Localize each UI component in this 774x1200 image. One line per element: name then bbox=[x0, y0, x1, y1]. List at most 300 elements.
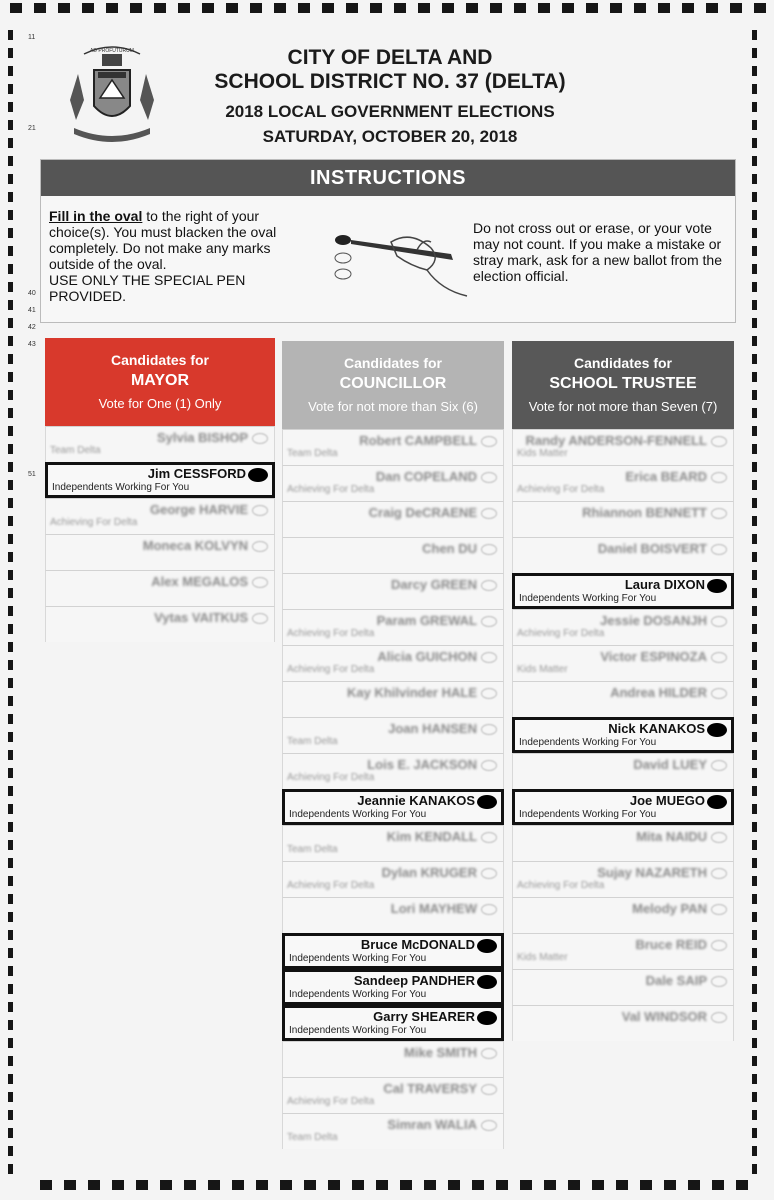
candidate-party: Independents Working For You bbox=[519, 737, 657, 748]
timing-mark bbox=[8, 984, 13, 994]
empty-oval-icon[interactable] bbox=[711, 832, 727, 843]
empty-oval-icon[interactable] bbox=[252, 541, 268, 552]
candidate-row[interactable] bbox=[45, 570, 275, 606]
timing-mark bbox=[706, 3, 718, 13]
empty-oval-icon[interactable] bbox=[711, 976, 727, 987]
timing-mark bbox=[8, 876, 13, 886]
timing-mark bbox=[160, 1180, 172, 1190]
timing-mark bbox=[178, 3, 190, 13]
candidate-name: Val WINDSOR bbox=[621, 1009, 707, 1024]
candidate-party: Independents Working For You bbox=[519, 809, 657, 820]
timing-mark bbox=[8, 786, 13, 796]
timing-mark bbox=[752, 1128, 757, 1138]
timing-mark bbox=[8, 66, 13, 76]
timing-mark bbox=[8, 966, 13, 976]
timing-mark bbox=[8, 1092, 13, 1102]
timing-mark bbox=[280, 1180, 292, 1190]
timing-mark bbox=[752, 300, 757, 310]
candidate-party: Independents Working For You bbox=[289, 989, 427, 1000]
timing-mark bbox=[752, 408, 757, 418]
timing-mark bbox=[664, 1180, 676, 1190]
empty-oval-icon[interactable] bbox=[481, 1048, 497, 1059]
candidate-party: Independents Working For You bbox=[289, 1025, 427, 1036]
timing-mark bbox=[8, 1056, 13, 1066]
instructions-special-pen: USE ONLY THE SPECIAL PEN PROVIDED. bbox=[49, 272, 246, 304]
timing-mark bbox=[752, 1002, 757, 1012]
candidate-name: Melody PAN bbox=[632, 901, 707, 916]
timing-mark bbox=[752, 876, 757, 886]
margin-number: 51 bbox=[28, 471, 36, 478]
timing-mark bbox=[8, 30, 13, 40]
timing-mark bbox=[424, 1180, 436, 1190]
timing-mark bbox=[634, 3, 646, 13]
timing-mark bbox=[8, 534, 13, 544]
timing-mark bbox=[8, 804, 13, 814]
candidate-row[interactable] bbox=[282, 681, 504, 717]
timing-mark bbox=[688, 1180, 700, 1190]
empty-oval-icon[interactable] bbox=[481, 616, 497, 627]
empty-oval-icon[interactable] bbox=[481, 1084, 497, 1095]
column-header-rule: Vote for One (1) Only bbox=[98, 396, 222, 411]
timing-marks-right bbox=[750, 0, 762, 1200]
pen-illustration-icon bbox=[331, 220, 471, 300]
timing-mark bbox=[8, 822, 13, 832]
empty-oval-icon[interactable] bbox=[252, 505, 268, 516]
candidate-party: Achieving For Delta bbox=[287, 628, 375, 639]
candidate-row[interactable] bbox=[282, 897, 504, 933]
candidate-row[interactable] bbox=[282, 969, 504, 1005]
candidate-row[interactable] bbox=[282, 753, 504, 789]
timing-mark bbox=[752, 660, 757, 670]
candidate-row[interactable] bbox=[282, 1005, 504, 1041]
empty-oval-icon[interactable] bbox=[711, 508, 727, 519]
candidate-row[interactable] bbox=[282, 861, 504, 897]
candidate-name: Dale SAIP bbox=[645, 973, 707, 988]
candidate-name: Jim CESSFORD bbox=[147, 466, 246, 481]
empty-oval-icon[interactable] bbox=[481, 544, 497, 555]
timing-mark bbox=[8, 714, 13, 724]
candidate-row[interactable] bbox=[512, 465, 734, 501]
timing-mark bbox=[376, 1180, 388, 1190]
candidate-name: George HARVIE bbox=[149, 502, 248, 517]
candidate-row[interactable] bbox=[282, 537, 504, 573]
timing-mark bbox=[752, 1038, 757, 1048]
margin-number: 11 bbox=[28, 34, 36, 41]
candidate-party: Kids Matter bbox=[517, 448, 568, 459]
candidate-name: Vytas VAITKUS bbox=[154, 610, 248, 625]
column-header-rule: Vote for not more than Six (6) bbox=[308, 399, 478, 414]
column-header-rule: Vote for not more than Seven (7) bbox=[528, 399, 718, 414]
candidate-name: Sandeep PANDHER bbox=[353, 973, 475, 988]
timing-mark bbox=[304, 1180, 316, 1190]
candidate-row[interactable] bbox=[512, 429, 734, 465]
timing-mark bbox=[752, 858, 757, 868]
timing-mark bbox=[8, 462, 13, 472]
timing-mark bbox=[8, 318, 13, 328]
candidate-row[interactable] bbox=[512, 969, 734, 1005]
timing-mark bbox=[520, 1180, 532, 1190]
candidate-row[interactable] bbox=[512, 861, 734, 897]
candidate-row[interactable] bbox=[282, 825, 504, 861]
candidate-party: Team Delta bbox=[287, 448, 338, 459]
empty-oval-icon[interactable] bbox=[481, 904, 497, 915]
timing-mark bbox=[752, 624, 757, 634]
candidate-party: Team Delta bbox=[287, 844, 338, 855]
margin-number: 41 bbox=[28, 307, 36, 314]
timing-marks-left bbox=[6, 0, 18, 1200]
timing-mark bbox=[538, 3, 550, 13]
candidate-row[interactable] bbox=[282, 1113, 504, 1149]
timing-mark bbox=[592, 1180, 604, 1190]
timing-mark bbox=[8, 480, 13, 490]
timing-mark bbox=[752, 786, 757, 796]
candidate-party: Achieving For Delta bbox=[287, 772, 375, 783]
timing-mark bbox=[752, 750, 757, 760]
timing-mark bbox=[640, 1180, 652, 1190]
timing-mark bbox=[752, 912, 757, 922]
candidate-name: Mita NAIDU bbox=[636, 829, 707, 844]
timing-mark bbox=[752, 480, 757, 490]
candidate-row[interactable] bbox=[45, 498, 275, 534]
timing-mark bbox=[752, 822, 757, 832]
timing-mark bbox=[322, 3, 334, 13]
margin-number: 43 bbox=[28, 341, 36, 348]
candidate-name: Bruce REID bbox=[635, 937, 707, 952]
timing-mark bbox=[752, 498, 757, 508]
candidate-row[interactable] bbox=[282, 1041, 504, 1077]
timing-mark bbox=[8, 516, 13, 526]
timing-mark bbox=[8, 84, 13, 94]
candidate-party: Team Delta bbox=[50, 445, 101, 456]
candidate-row[interactable] bbox=[282, 789, 504, 825]
timing-mark bbox=[8, 390, 13, 400]
timing-mark bbox=[752, 768, 757, 778]
timing-mark bbox=[400, 1180, 412, 1190]
empty-oval-icon[interactable] bbox=[481, 652, 497, 663]
candidate-name: Lois E. JACKSON bbox=[367, 757, 477, 772]
timing-mark bbox=[752, 264, 757, 274]
candidate-row[interactable] bbox=[282, 465, 504, 501]
timing-mark bbox=[8, 660, 13, 670]
empty-oval-icon[interactable] bbox=[481, 1120, 497, 1131]
timing-mark bbox=[752, 552, 757, 562]
candidate-party: Independents Working For You bbox=[289, 953, 427, 964]
timing-mark bbox=[544, 1180, 556, 1190]
candidate-row[interactable] bbox=[512, 681, 734, 717]
timing-mark bbox=[34, 3, 46, 13]
candidate-row[interactable] bbox=[512, 1005, 734, 1041]
timing-mark bbox=[752, 678, 757, 688]
empty-oval-icon[interactable] bbox=[711, 1012, 727, 1023]
candidate-name: Robert CAMPBELL bbox=[359, 433, 477, 448]
candidate-row[interactable] bbox=[512, 645, 734, 681]
timing-mark bbox=[8, 768, 13, 778]
empty-oval-icon[interactable] bbox=[481, 508, 497, 519]
candidate-name: Sylvia BISHOP bbox=[156, 430, 248, 445]
empty-oval-icon[interactable] bbox=[252, 433, 268, 444]
timing-mark bbox=[8, 192, 13, 202]
empty-oval-icon[interactable] bbox=[481, 436, 497, 447]
candidate-row[interactable] bbox=[512, 753, 734, 789]
timing-mark bbox=[658, 3, 670, 13]
instructions-left-text bbox=[49, 208, 311, 304]
column-header-heading: Candidates for bbox=[343, 355, 442, 371]
timing-mark bbox=[752, 138, 757, 148]
timing-mark bbox=[8, 174, 13, 184]
candidate-name: David LUEY bbox=[633, 757, 707, 772]
timing-mark bbox=[8, 120, 13, 130]
column-header bbox=[45, 338, 275, 426]
candidate-party: Achieving For Delta bbox=[287, 880, 375, 891]
timing-marks-top bbox=[0, 3, 774, 17]
timing-mark bbox=[256, 1180, 268, 1190]
timing-mark bbox=[8, 1164, 13, 1174]
timing-mark bbox=[8, 444, 13, 454]
candidate-party: Independents Working For You bbox=[289, 809, 427, 820]
timing-mark bbox=[8, 264, 13, 274]
candidate-name: Alex MEGALOS bbox=[151, 574, 248, 589]
timing-mark bbox=[752, 336, 757, 346]
column-header-office: COUNCILLOR bbox=[339, 375, 447, 392]
candidate-row[interactable] bbox=[512, 501, 734, 537]
candidate-name: Darcy GREEN bbox=[391, 577, 477, 592]
timing-mark bbox=[736, 1180, 748, 1190]
margin-number: 21 bbox=[28, 125, 36, 132]
candidate-row[interactable] bbox=[512, 933, 734, 969]
candidate-party: Achieving For Delta bbox=[287, 1096, 375, 1107]
timing-mark bbox=[154, 3, 166, 13]
empty-oval-icon[interactable] bbox=[711, 868, 727, 879]
timing-mark bbox=[8, 912, 13, 922]
candidate-party: Achieving For Delta bbox=[287, 484, 375, 495]
timing-mark bbox=[298, 3, 310, 13]
timing-mark bbox=[752, 174, 757, 184]
timing-mark bbox=[8, 138, 13, 148]
timing-mark bbox=[8, 300, 13, 310]
timing-mark bbox=[8, 1038, 13, 1048]
candidate-party: Achieving For Delta bbox=[50, 517, 138, 528]
candidate-row[interactable] bbox=[45, 462, 275, 498]
empty-oval-icon[interactable] bbox=[711, 940, 727, 951]
timing-mark bbox=[40, 1180, 52, 1190]
timing-mark bbox=[752, 966, 757, 976]
timing-mark bbox=[8, 696, 13, 706]
empty-oval-icon[interactable] bbox=[711, 760, 727, 771]
timing-mark bbox=[8, 1146, 13, 1156]
empty-oval-icon[interactable] bbox=[711, 544, 727, 555]
timing-mark bbox=[752, 102, 757, 112]
candidate-row[interactable] bbox=[45, 534, 275, 570]
candidate-row[interactable] bbox=[512, 825, 734, 861]
filled-oval-icon[interactable] bbox=[477, 939, 497, 953]
candidate-party: Team Delta bbox=[287, 1132, 338, 1143]
empty-oval-icon[interactable] bbox=[481, 724, 497, 735]
instructions-title: INSTRUCTIONS bbox=[41, 160, 735, 196]
timing-mark bbox=[752, 804, 757, 814]
timing-mark bbox=[682, 3, 694, 13]
empty-oval-icon[interactable] bbox=[481, 868, 497, 879]
timing-mark bbox=[752, 228, 757, 238]
candidate-name: Sujay NAZARETH bbox=[597, 865, 707, 880]
timing-mark bbox=[8, 750, 13, 760]
timing-mark bbox=[448, 1180, 460, 1190]
candidate-row[interactable] bbox=[512, 573, 734, 609]
empty-oval-icon[interactable] bbox=[711, 652, 727, 663]
city-crest-icon bbox=[64, 40, 160, 150]
timing-mark bbox=[418, 3, 430, 13]
timing-mark bbox=[752, 1146, 757, 1156]
timing-mark bbox=[8, 354, 13, 364]
empty-oval-icon[interactable] bbox=[711, 616, 727, 627]
timing-mark bbox=[616, 1180, 628, 1190]
header-line-3: 2018 LOCAL GOVERNMENT ELECTIONS bbox=[225, 102, 555, 121]
timing-mark bbox=[752, 462, 757, 472]
candidate-name: Joe MUEGO bbox=[629, 793, 705, 808]
timing-mark bbox=[8, 930, 13, 940]
candidate-row[interactable] bbox=[282, 501, 504, 537]
timing-mark bbox=[752, 1056, 757, 1066]
timing-mark bbox=[112, 1180, 124, 1190]
timing-mark bbox=[8, 948, 13, 958]
empty-oval-icon[interactable] bbox=[711, 472, 727, 483]
filled-oval-icon[interactable] bbox=[707, 579, 727, 593]
candidate-row[interactable] bbox=[282, 1077, 504, 1113]
candidate-row[interactable] bbox=[512, 537, 734, 573]
timing-mark bbox=[8, 642, 13, 652]
timing-mark bbox=[8, 246, 13, 256]
timing-mark bbox=[752, 588, 757, 598]
timing-mark bbox=[752, 570, 757, 580]
timing-mark bbox=[496, 1180, 508, 1190]
timing-mark bbox=[562, 3, 574, 13]
candidate-row[interactable] bbox=[282, 573, 504, 609]
timing-mark bbox=[232, 1180, 244, 1190]
margin-number: 40 bbox=[28, 290, 36, 297]
timing-mark bbox=[8, 1074, 13, 1084]
timing-mark bbox=[752, 444, 757, 454]
candidate-row[interactable] bbox=[512, 897, 734, 933]
empty-oval-icon[interactable] bbox=[711, 688, 727, 699]
timing-mark bbox=[136, 1180, 148, 1190]
candidate-row[interactable] bbox=[282, 717, 504, 753]
timing-mark bbox=[752, 120, 757, 130]
candidate-row[interactable] bbox=[282, 933, 504, 969]
candidate-name: Bruce McDONALD bbox=[360, 937, 475, 952]
timing-mark bbox=[250, 3, 262, 13]
timing-mark bbox=[8, 408, 13, 418]
column-header bbox=[282, 341, 504, 429]
candidate-row[interactable] bbox=[282, 645, 504, 681]
candidate-name: Rhiannon BENNETT bbox=[582, 505, 707, 520]
timing-mark bbox=[8, 858, 13, 868]
candidate-row[interactable] bbox=[282, 429, 504, 465]
empty-oval-icon[interactable] bbox=[481, 472, 497, 483]
filled-oval-icon[interactable] bbox=[248, 468, 268, 482]
header-line-2: SCHOOL DISTRICT NO. 37 (DELTA) bbox=[214, 70, 566, 93]
empty-oval-icon[interactable] bbox=[252, 613, 268, 624]
timing-mark bbox=[752, 732, 757, 742]
candidate-name: Daniel BOISVERT bbox=[597, 541, 707, 556]
empty-oval-icon[interactable] bbox=[481, 760, 497, 771]
empty-oval-icon[interactable] bbox=[711, 436, 727, 447]
candidate-name: Randy ANDERSON-FENNELL bbox=[525, 433, 707, 448]
filled-oval-icon[interactable] bbox=[477, 1011, 497, 1025]
candidate-row[interactable] bbox=[512, 609, 734, 645]
crest-motto: AD PROFUTURUM bbox=[90, 48, 134, 54]
candidate-name: Erica BEARD bbox=[625, 469, 707, 484]
timing-mark bbox=[64, 1180, 76, 1190]
timing-marks-bottom bbox=[0, 1180, 774, 1194]
header-line-4: SATURDAY, OCTOBER 20, 2018 bbox=[262, 127, 518, 146]
candidate-name: Craig DeCRAENE bbox=[368, 505, 477, 520]
candidate-name: Andrea HILDER bbox=[610, 685, 707, 700]
timing-mark bbox=[8, 102, 13, 112]
timing-mark bbox=[208, 1180, 220, 1190]
timing-mark bbox=[8, 678, 13, 688]
instructions-right-text: Do not cross out or erase, or your vote may not count. If you make a mistake or stray mark, ask for a new ballot from the election official. bbox=[473, 220, 722, 284]
candidate-name: Joan HANSEN bbox=[388, 721, 477, 736]
timing-mark bbox=[752, 48, 757, 58]
instructions-panel bbox=[40, 159, 736, 323]
empty-oval-icon[interactable] bbox=[711, 904, 727, 915]
timing-mark bbox=[8, 570, 13, 580]
candidate-name: Simran WALIA bbox=[387, 1117, 477, 1132]
timing-mark bbox=[586, 3, 598, 13]
empty-oval-icon[interactable] bbox=[481, 580, 497, 591]
candidate-party: Achieving For Delta bbox=[517, 484, 605, 495]
timing-mark bbox=[712, 1180, 724, 1190]
empty-oval-icon[interactable] bbox=[252, 577, 268, 588]
filled-oval-icon[interactable] bbox=[477, 795, 497, 809]
timing-mark bbox=[752, 282, 757, 292]
timing-mark bbox=[226, 3, 238, 13]
timing-mark bbox=[752, 516, 757, 526]
candidate-party: Achieving For Delta bbox=[517, 880, 605, 891]
candidate-party: Kids Matter bbox=[517, 952, 568, 963]
timing-mark bbox=[752, 192, 757, 202]
timing-mark bbox=[752, 1092, 757, 1102]
filled-oval-icon[interactable] bbox=[477, 975, 497, 989]
empty-oval-icon[interactable] bbox=[481, 832, 497, 843]
candidate-party: Team Delta bbox=[287, 736, 338, 747]
candidate-row[interactable] bbox=[512, 717, 734, 753]
timing-mark bbox=[752, 1110, 757, 1120]
timing-mark bbox=[58, 3, 70, 13]
candidate-name: Victor ESPINOZA bbox=[600, 649, 707, 664]
empty-oval-icon[interactable] bbox=[481, 688, 497, 699]
candidate-row[interactable] bbox=[45, 426, 275, 462]
column-header-heading: Candidates for bbox=[110, 352, 209, 368]
candidate-name: Mike SMITH bbox=[404, 1045, 477, 1060]
instructions-fill-oval: Fill in the oval bbox=[49, 208, 143, 224]
filled-oval-icon[interactable] bbox=[707, 795, 727, 809]
candidate-name: Dan COPELAND bbox=[375, 469, 477, 484]
filled-oval-icon[interactable] bbox=[707, 723, 727, 737]
timing-mark bbox=[752, 840, 757, 850]
candidate-name: Param GREWAL bbox=[376, 613, 477, 628]
candidate-party: Kids Matter bbox=[517, 664, 568, 675]
candidate-name: Jeannie KANAKOS bbox=[357, 793, 475, 808]
candidate-party: Independents Working For You bbox=[52, 482, 190, 493]
timing-mark bbox=[8, 336, 13, 346]
timing-mark bbox=[752, 66, 757, 76]
timing-mark bbox=[88, 1180, 100, 1190]
candidate-row[interactable] bbox=[45, 606, 275, 642]
timing-mark bbox=[752, 984, 757, 994]
candidate-row[interactable] bbox=[512, 789, 734, 825]
timing-mark bbox=[752, 246, 757, 256]
candidate-row[interactable] bbox=[282, 609, 504, 645]
